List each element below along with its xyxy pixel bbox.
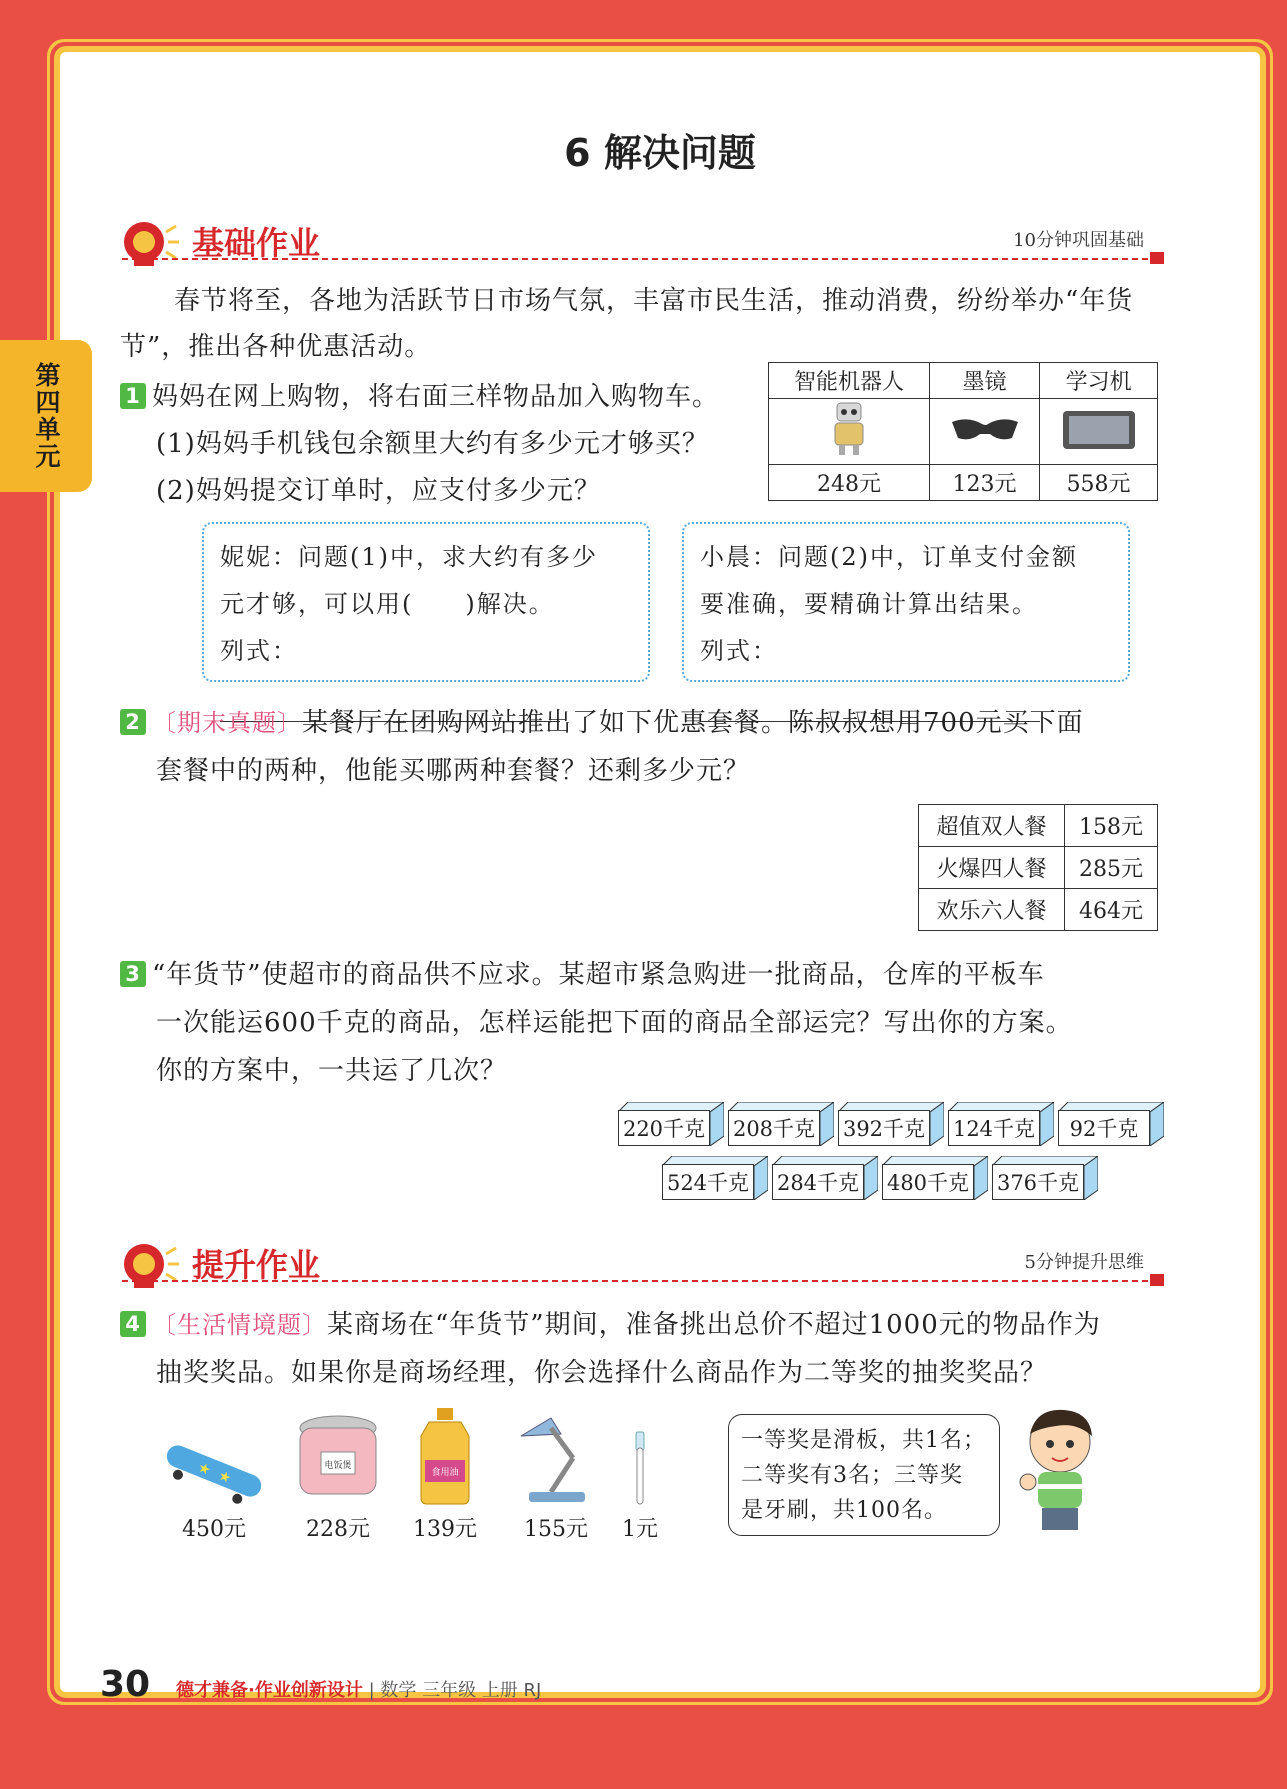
desk-lamp-icon — [511, 1412, 601, 1506]
question-text: 妈妈在网上购物，将右面三样物品加入购物车。 — [152, 382, 720, 412]
cargo-weight-label: 220千克 — [618, 1110, 710, 1146]
prize-price: 155元 — [524, 1517, 588, 1542]
cargo-weight-label: 376千克 — [992, 1164, 1084, 1200]
cargo-weight-label: 124千克 — [948, 1110, 1040, 1146]
prize-price: 450元 — [182, 1517, 246, 1542]
prize-oil — [410, 1406, 480, 1543]
toothbrush-icon — [625, 1430, 655, 1506]
cargo-weight-label: 392千克 — [838, 1110, 930, 1146]
boy-character-icon — [1016, 1404, 1100, 1534]
robot-icon — [769, 399, 930, 465]
meal-menu-table — [918, 804, 1158, 931]
cargo-weight-label: 208千克 — [728, 1110, 820, 1146]
question-text: 某商场在“年货节”期间，准备挑出总价不超过1000元的物品作为 — [327, 1310, 1101, 1340]
section-time-note: 10分钟巩固基础 — [1013, 230, 1144, 251]
skateboard-icon — [158, 1436, 270, 1506]
question-number: 2 — [120, 709, 146, 735]
cargo-weight-label: 284千克 — [772, 1164, 864, 1200]
product-table — [768, 362, 1158, 501]
prize-rice-cooker — [290, 1412, 386, 1543]
prize-toothbrush — [612, 1430, 668, 1543]
question-3 — [120, 952, 1045, 999]
question-tag: 〔生活情境题〕 — [152, 1311, 327, 1339]
section-header-advanced — [118, 1234, 1158, 1294]
bubble-line: 是牙刷，共100名。 — [741, 1498, 947, 1523]
question-number: 4 — [120, 1311, 146, 1337]
section-divider — [122, 1280, 1158, 1282]
prize-price: 139元 — [413, 1517, 477, 1542]
question-2 — [120, 700, 1084, 747]
meal-name: 超值双人餐 — [919, 805, 1065, 847]
section-header-basic — [118, 212, 1158, 272]
footer-brand: 德才兼备·作业创新设计 — [176, 1680, 363, 1701]
oil-bottle-icon — [415, 1406, 475, 1506]
rice-cooker-icon — [293, 1412, 383, 1506]
tablet-icon — [1040, 399, 1158, 465]
section-time-note: 5分钟提升思维 — [1024, 1252, 1144, 1273]
prize-price: 1元 — [622, 1517, 658, 1542]
oil-label: 食用油 — [431, 1468, 459, 1478]
meal-price: 158元 — [1064, 805, 1157, 847]
table-header: 学习机 — [1040, 363, 1158, 399]
cargo-weight-label: 92千克 — [1058, 1110, 1150, 1146]
prize-skateboard — [158, 1436, 270, 1543]
question-tag: 〔期末真题〕 — [152, 709, 302, 737]
hint-box-xiaochen — [682, 522, 1130, 682]
cargo-box — [728, 1102, 834, 1146]
cargo-box — [1058, 1102, 1164, 1146]
lamp-icon — [118, 214, 180, 270]
section-divider — [122, 258, 1158, 260]
cargo-box — [838, 1102, 944, 1146]
price-cell: 123元 — [929, 465, 1039, 501]
hint-box-nini — [202, 522, 650, 682]
hint-line: 妮妮：问题(1)中，求大约有多少 — [220, 543, 598, 571]
section-title: 基础作业 — [192, 224, 321, 262]
question-text: “年货节”使超市的商品供不应求。某超市紧急购进一批商品，仓库的平板车 — [152, 960, 1045, 990]
intro-line-1: 春节将至，各地为活跃节日市场气氛，丰富市民生活，推动消费，纷纷举办“年货 — [174, 286, 1134, 316]
hint-line: 小晨：问题(2)中，订单支付金额 — [700, 543, 1078, 571]
sunglasses-icon — [929, 399, 1039, 465]
cargo-weight-label: 480千克 — [882, 1164, 974, 1200]
cooker-label: 电饭煲 — [324, 1461, 352, 1471]
speech-bubble — [728, 1414, 1000, 1536]
meal-price: 464元 — [1064, 889, 1157, 931]
cargo-box — [618, 1102, 724, 1146]
footer-details: | 数学 三年级 上册 RJ — [368, 1680, 542, 1701]
divider-end — [1150, 1274, 1164, 1286]
question-3-line-2: 一次能运600千克的商品，怎样运能把下面的商品全部运完？写出你的方案。 — [156, 1008, 1073, 1038]
prize-price: 228元 — [306, 1517, 370, 1542]
question-number: 3 — [120, 961, 146, 987]
cargo-box — [882, 1156, 988, 1200]
question-1-part-1: (1)妈妈手机钱包余额里大约有多少元才够买？ — [156, 429, 709, 459]
page-number: 30 — [100, 1664, 151, 1705]
section-title: 提升作业 — [192, 1246, 321, 1284]
cargo-box — [662, 1156, 768, 1200]
table-header: 墨镜 — [929, 363, 1039, 399]
hint-line: 要准确，要精确计算出结果。 — [700, 590, 1038, 618]
meal-name: 火爆四人餐 — [919, 847, 1065, 889]
equation-label: 列式： — [220, 637, 298, 665]
price-cell: 248元 — [769, 465, 930, 501]
intro-line-2: 节”，推出各种优惠活动。 — [120, 332, 432, 362]
question-1 — [120, 374, 719, 421]
question-4 — [120, 1302, 1101, 1349]
price-cell: 558元 — [1040, 465, 1158, 501]
svg-text:★: ★ — [215, 1467, 234, 1488]
question-text: 某餐厅在团购网站推出了如下优惠套餐。陈叔叔想用700元买下面 — [302, 708, 1084, 738]
svg-text:★: ★ — [195, 1459, 214, 1479]
unit-side-tab: 第四单元 — [0, 340, 92, 492]
hint-line: 元才够，可以用( )解决。 — [220, 590, 555, 618]
cargo-box — [992, 1156, 1098, 1200]
bubble-line: 一等奖是滑板，共1名； — [741, 1428, 986, 1453]
question-4-line-2: 抽奖奖品。如果你是商场经理，你会选择什么商品作为二等奖的抽奖奖品？ — [156, 1358, 1048, 1388]
page-title: 6 解决问题 — [564, 131, 756, 175]
question-3-line-3: 你的方案中，一共运了几次？ — [156, 1056, 508, 1086]
question-number: 1 — [120, 383, 146, 409]
equation-label: 列式： — [700, 637, 778, 665]
meal-price: 285元 — [1064, 847, 1157, 889]
cargo-box — [948, 1102, 1054, 1146]
lamp-icon — [118, 1236, 180, 1292]
question-2-line-2: 套餐中的两种，他能买哪两种套餐？还剩多少元？ — [156, 756, 751, 786]
meal-name: 欢乐六人餐 — [919, 889, 1065, 931]
divider-end — [1150, 252, 1164, 264]
question-1-part-2: (2)妈妈提交订单时，应支付多少元？ — [156, 476, 601, 506]
footer-info — [176, 1676, 541, 1702]
cargo-box — [772, 1156, 878, 1200]
prize-lamp — [508, 1412, 604, 1543]
table-header: 智能机器人 — [769, 363, 930, 399]
bubble-line: 二等奖有3名；三等奖 — [741, 1463, 963, 1488]
cargo-weight-label: 524千克 — [662, 1164, 754, 1200]
